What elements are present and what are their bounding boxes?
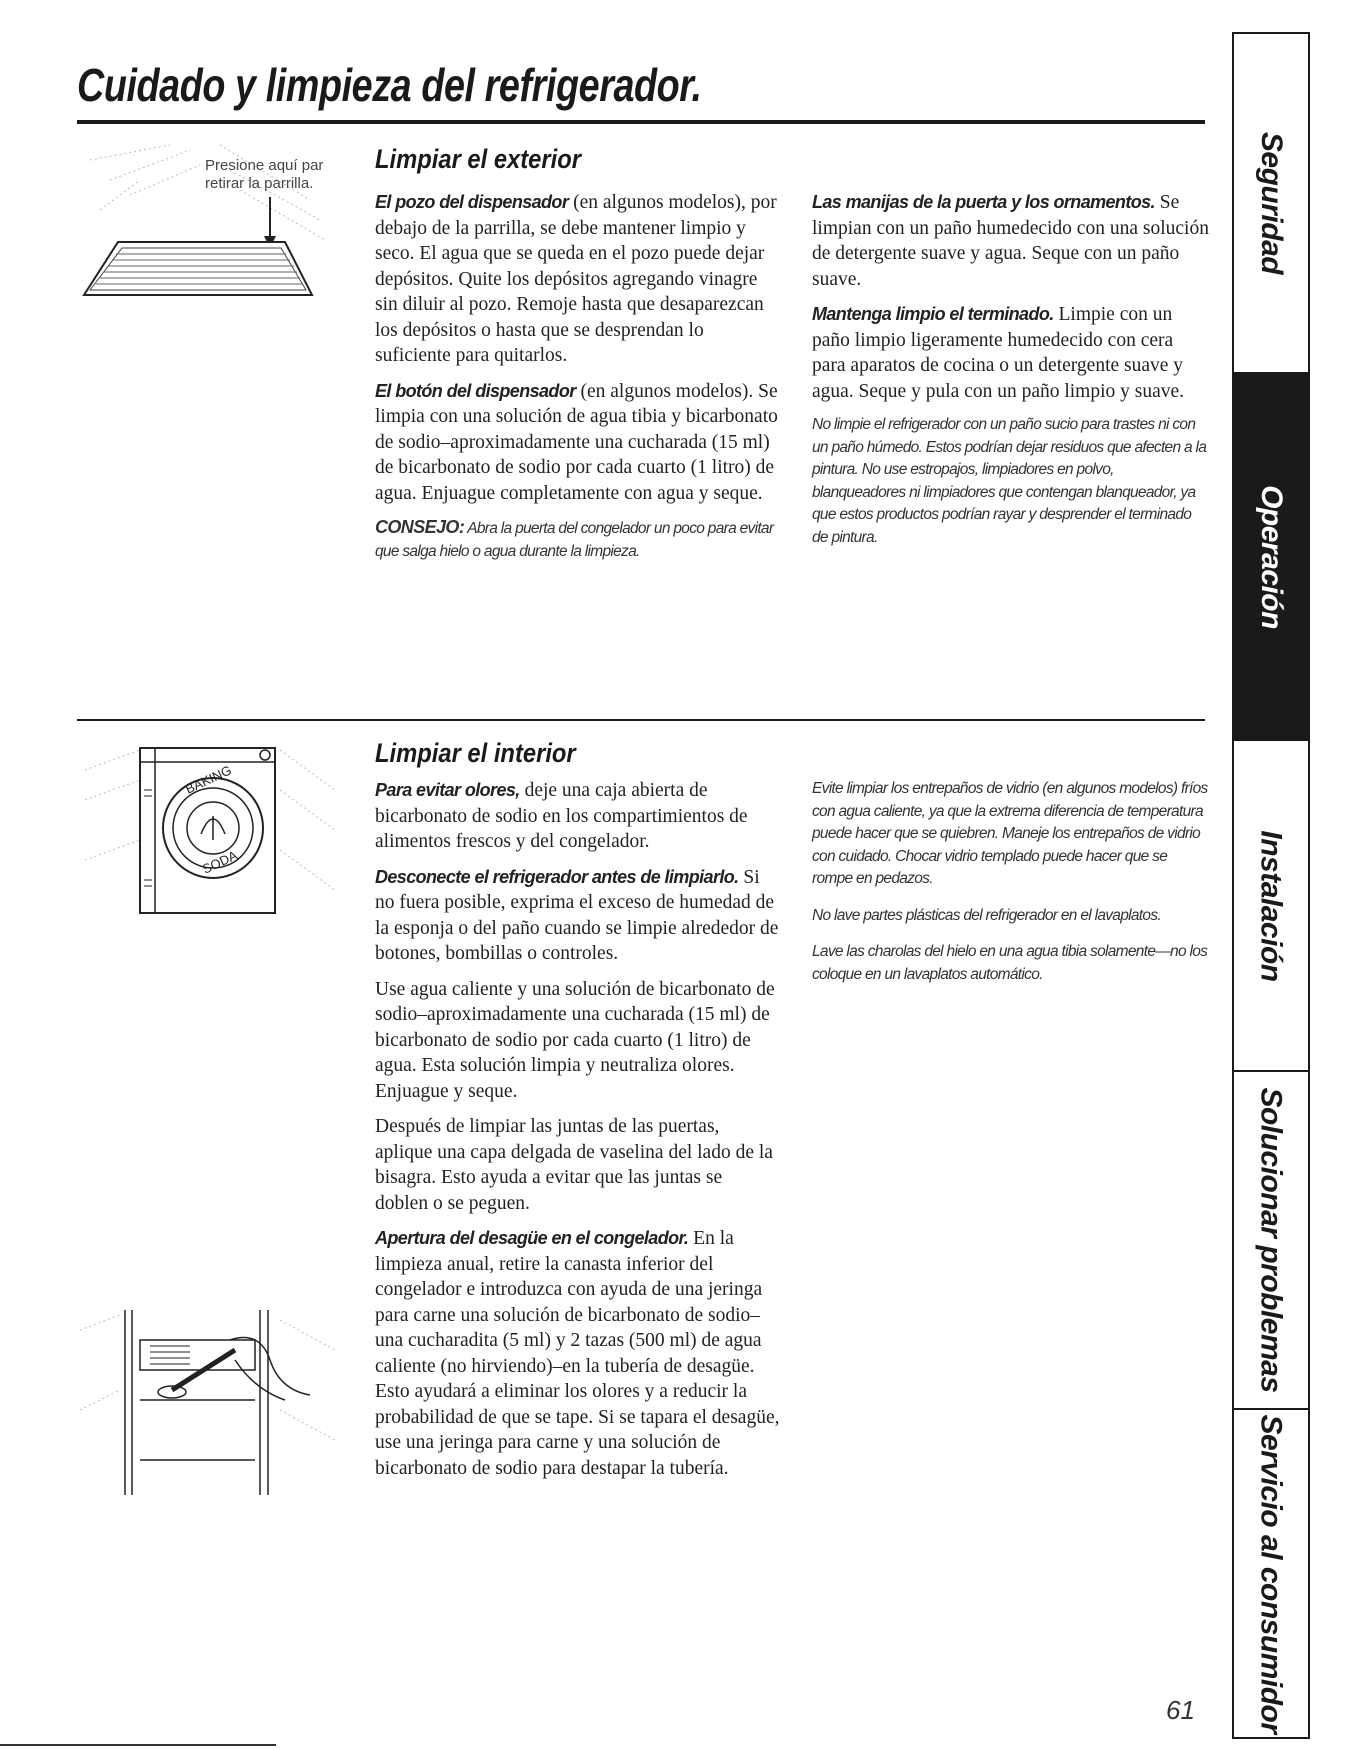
svg-text:SODA: SODA xyxy=(199,847,240,877)
unplug-text: Si no fuera posible, exprima el exceso de humedad de la esponja o del paño cuando se limpie alrededor de botones, bombillas o controles. xyxy=(375,866,779,964)
exterior-warning: No limpie el refrigerador con un paño sucio para trastes ni con un paño húmedo. Estos podrían dejar residuos que afecten a la pintura. No use estropajos, limpiadores en polvo, blanqueadores ni limpiadores que contengan blanqueador, ya que estos productos podrían rayar y desprender el terminado de pintura. xyxy=(812,416,1207,546)
tab-label: Servicio al consumidor xyxy=(1255,1413,1289,1734)
title-rule xyxy=(77,120,1205,124)
svg-text:BAKING: BAKING xyxy=(182,762,234,797)
interior-heading: Limpiar el interior xyxy=(375,738,576,768)
tip-paragraph xyxy=(375,516,780,563)
exterior-column-left xyxy=(375,190,780,577)
section-tab-bar xyxy=(1232,32,1310,1739)
glass-shelves-note: Evite limpiar los entrepaños de vidrio (en algunos modelos) fríos con agua caliente, ya que la extrema diferencia de temperatura puede hacer que se quiebren. Maneje los entrepaños de vidrio con cuidado. Chocar vidrio templado puede hacer que se rompe en pedazos. xyxy=(812,780,1208,887)
tip-lead: CONSEJO: xyxy=(375,517,465,537)
tab-operacion[interactable] xyxy=(1234,374,1308,741)
handles-text: Se limpian con un paño humedecido con una solución de detergente suave y agua. Seque con un paño suave. xyxy=(812,192,1209,290)
page-number: 61 xyxy=(1166,1695,1195,1725)
tab-label: Operación xyxy=(1255,484,1288,629)
odors-lead: Para evitar olores, xyxy=(375,780,520,800)
dispenser-grille-illustration xyxy=(80,140,330,325)
interior-column-right xyxy=(812,778,1210,1000)
baking-soda-box-illustration xyxy=(80,730,340,930)
dispenser-well-paragraph xyxy=(375,190,780,369)
odors-paragraph xyxy=(375,778,780,855)
handles-lead: Las manijas de la puerta y los ornamentos. xyxy=(812,192,1155,212)
footer-rule xyxy=(0,1744,276,1746)
drain-paragraph xyxy=(375,1226,780,1481)
odors-text: deje una caja abierta de bicarbonato de sodio en los compartimientos de alimentos frescos y del congelador. xyxy=(375,780,748,852)
tab-label: Solucionar problemas xyxy=(1255,1087,1289,1393)
dishwasher-note: No lave partes plásticas del refrigerador en el lavaplatos. xyxy=(812,906,1161,924)
dispenser-well-text: (en algunos modelos), por debajo de la parrilla, se debe mantener limpio y seco. El agua que se queda en el pozo puede dejar depósitos. Quite los depósitos agregando vinagre sin diluir al pozo. Remoje hasta que desaparezcan los depósitos o hasta que se desprendan lo suficiente para quitarlos. xyxy=(375,192,777,366)
drain-lead: Apertura del desagüe en el congelador. xyxy=(375,1228,689,1248)
drain-text: En la limpieza anual, retire la canasta inferior del congelador e introduzca con ayuda de una jeringa para carne una solución de bicarbonato de sodio–una cucharadita (5 ml) y 2 tazas (500 ml) de agua caliente (no hirviendo)–en la tubería de desagüe. Esto ayudará a eliminar los olores y a reducir la probabilidad de que se tape. Si se tapara el desagüe, use una jeringa para carne y una solución de bicarbonato de sodio para destapar la tubería. xyxy=(375,1228,780,1479)
exterior-heading: Limpiar el exterior xyxy=(375,144,582,174)
freezer-drain-illustration xyxy=(80,1310,340,1495)
ice-trays-note: Lave las charolas del hielo en una agua tibia solamente—no los coloque en un lavaplatos automático. xyxy=(812,943,1208,983)
tab-solucionar-problemas[interactable] xyxy=(1234,1072,1308,1410)
tip-text: Abra la puerta del congelador un poco para evitar que salga hielo o agua durante la limpieza. xyxy=(375,520,774,560)
warm-water-paragraph: Use agua caliente y una solución de bicarbonato de sodio–aproximadamente una cucharada (15 ml) de bicarbonato de sodio por cada cuarto (1 litro) de agua. Esta solución limpia y neutraliza olores. Enjuague y seque. xyxy=(375,978,775,1102)
dispenser-button-lead: El botón del dispensador xyxy=(375,380,576,401)
unplug-lead: Desconecte el refrigerador antes de limpiarlo. xyxy=(375,866,739,887)
tab-seguridad[interactable] xyxy=(1234,34,1308,374)
unplug-paragraph xyxy=(375,865,780,967)
tab-label: Instalación xyxy=(1255,829,1288,982)
gaskets-paragraph: Después de limpiar las juntas de las puertas, aplique una capa delgada de vaselina del lado de la bisagra. Esto ayuda a evitar que las juntas se doblen o se peguen. xyxy=(375,1116,773,1214)
exterior-column-right xyxy=(812,190,1210,563)
grille-callout-line2: retirar la parrilla. xyxy=(205,175,314,192)
tab-instalacion[interactable] xyxy=(1234,741,1308,1072)
dispenser-button-paragraph xyxy=(375,379,780,507)
dispenser-well-lead: El pozo del dispensador xyxy=(375,192,569,212)
finish-text: Limpie con un paño limpio ligeramente humedecido con cera para aparatos de cocina o un detergente suave y agua. Seque y pula con un paño limpio y suave. xyxy=(812,304,1185,402)
finish-paragraph xyxy=(812,302,1210,404)
interior-column-left xyxy=(375,778,780,1491)
tab-label: Seguridad xyxy=(1255,131,1289,275)
grille-callout-line1: Presione aquí par xyxy=(205,157,324,174)
page-title: Cuidado y limpieza del refrigerador. xyxy=(77,59,702,111)
tab-servicio-al-consumidor[interactable] xyxy=(1234,1410,1308,1737)
finish-lead: Mantenga limpio el terminado. xyxy=(812,304,1054,324)
section-divider xyxy=(77,719,1205,721)
handles-paragraph xyxy=(812,190,1210,292)
dispenser-button-text: (en algunos modelos). Se limpia con una solución de agua tibia y bicarbonato de sodio–aproximadamente una cucharada (15 ml) de bicarbonato de sodio por cada cuarto (1 litro) de agua. Enjuague completamente con agua y seque. xyxy=(375,380,778,504)
